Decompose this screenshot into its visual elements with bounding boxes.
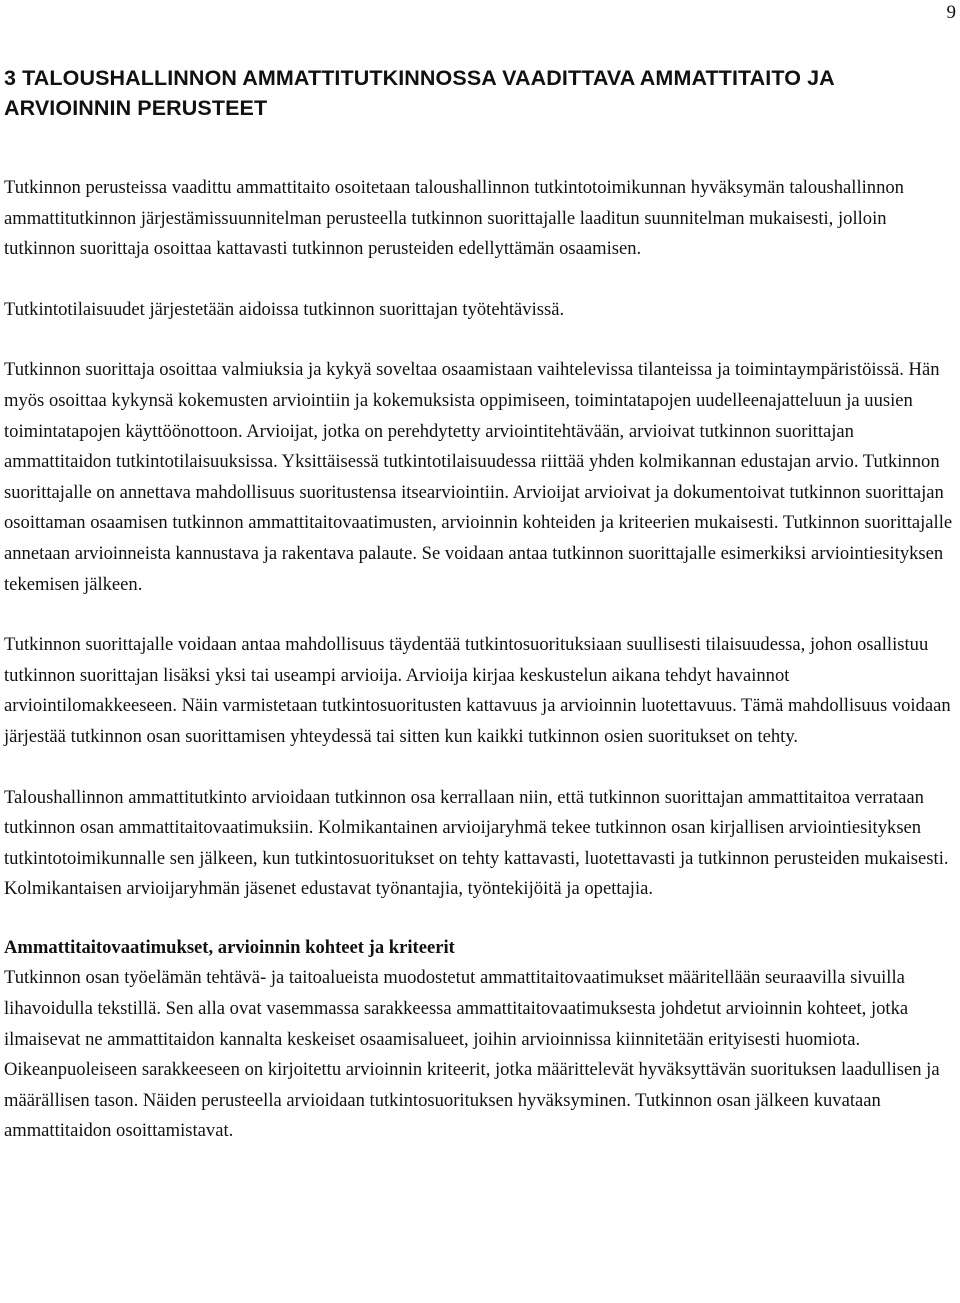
page-number: 9 [946,2,956,23]
paragraph-arviointi: Tutkinnon suorittaja osoittaa valmiuksia ja kykyä soveltaa osaamistaan vaihtelevissa tilanteissa ja toimintaympäristöissä. Hän myös osoittaa kykynsä kokemusten arviointiin ja kokemuksista oppimiseen, toimintatapojen uudelleenajatteluun ja uusien toimintatapojen käyttöönottoon. Arvioijat, jotka on perehdytetty arviointitehtävään, arvioivat tutkinnon suorittajan ammattitaidon tutkintotilaisuuksissa. Yksittäisessä tutkintotilaisuudessa riittää yhden kolmikannan edustajan arvio. Tutkinnon suorittajalle on annettava mahdollisuus suoritustensa itsearviointiin. Arvioijat arvioivat ja dokumentoivat tutkinnon suorittajan osoittaman osaamisen tutkinnon ammattitaitovaatimusten, arvioinnin kohteiden ja kriteerien mukaisesti. Tutkinnon suorittajalle annetaan arvioinneista kannustava ja rakentava palaute. Se voidaan antaa tutkinnon suorittajalle esimerkiksi arviointiesityksen tekemisen jälkeen. [4,359,953,595]
spacer [4,265,954,295]
spacer [4,325,954,355]
paragraph-intro: Tutkinnon perusteissa vaadittu ammattitaito osoitetaan taloushallinnon tutkintotoimikunnan hyväksymän taloushallinnon ammattitutkinnon järjestämissuunnitelman perusteella tutkinnon suorittajalle laaditun suunnitelman mukaisesti, jolloin tutkinnon suorittaja osoittaa kattavasti tutkinnon perusteiden edellyttämän osaamisen. [4,177,904,260]
subsection-heading: Ammattitaitovaatimukset, arvioinnin kohteet ja kriteerit [4,936,455,958]
section-title: 3 TALOUSHALLINNON AMMATTITUTKINNOSSA VAADITTAVA AMMATTITAITO JA ARVIOINNIN PERUSTEET [4,66,834,120]
spacer [4,905,954,933]
subsection-paragraph: Tutkinnon osan työelämän tehtävä- ja taitoalueista muodostetut ammattitaitovaatimukset määritellään seuraavilla sivuilla lihavoidulla tekstillä. Sen alla ovat vasemmassa sarakkeessa ammattitaitovaatimuksesta johdetut arvioinnin kohteet, jotka ilmaisevat ne ammattitaidon kannalta keskeiset osaamisalueet, joihin arvioinnissa kiinnitetään erityisesti huomiota. Oikeanpuoleiseen sarakkeeseen on kirjoitettu arvioinnin kriteerit, jotka määrittelevät hyväksyttävän suorituksen laadullisen ja määrällisen tason. Näiden perusteella arvioidaan tutkintosuorituksen hyväksyminen. Tutkinnon osan jälkeen kuvataan ammattitaidon osoittamistavat. [4,967,940,1142]
paragraph-taydentaminen: Tutkinnon suorittajalle voidaan antaa mahdollisuus täydentää tutkintosuorituksiaan suullisesti tilaisuudessa, johon osallistuu tutkinnon suorittajan lisäksi yksi tai useampi arvioija. Arvioija kirjaa keskustelun aikana tehdyt havainnot arviointilomakkeeseen. Näin varmistetaan tutkintosuoritusten kattavuus ja arvioinnin luotettavuus. Tämä mahdollisuus voidaan järjestää tutkinnon osan suorittamisen yhteydessä tai sitten kun kaikki tutkinnon osien suoritukset on tehty. [4,634,951,747]
document-page [4,63,954,1147]
spacer [4,753,954,783]
paragraph-arvioijaryhma: Taloushallinnon ammattitutkinto arvioidaan tutkinnon osa kerrallaan niin, että tutkinnon suorittajan ammattitaitoa verrataan tutkinnon osan ammattitaitovaatimuksiin. Kolmikantainen arvioijaryhmä tekee tutkinnon osan kirjallisen arviointiesityksen tutkintotoimikunnalle sen jälkeen, kun tutkintosuoritukset on tehty kattavasti, luotettavasti ja tutkinnon perusteiden mukaisesti. Kolmikantaisen arvioijaryhmän jäsenet edustavat työnantajia, työntekijöitä ja opettajia. [4,786,949,900]
paragraph-tutkintotilaisuudet: Tutkintotilaisuudet järjestetään aidoissa tutkinnon suorittajan työtehtävissä. [4,298,565,320]
spacer [4,600,954,630]
spacer [4,123,954,173]
